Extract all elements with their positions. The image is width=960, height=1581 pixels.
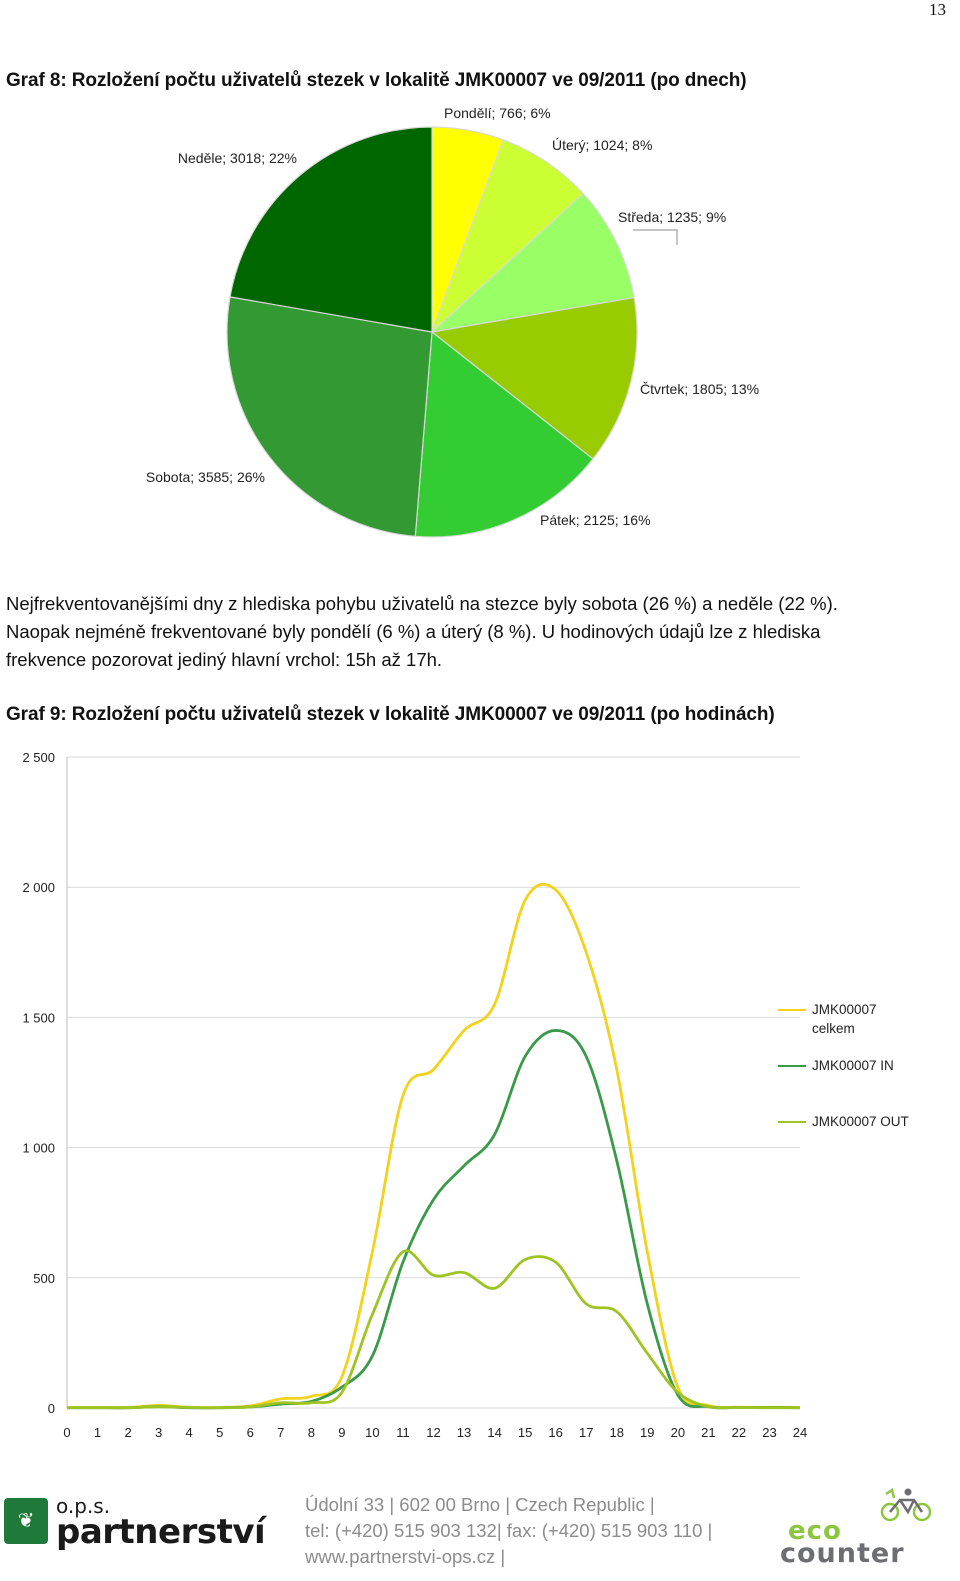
- x-tick-label: 21: [701, 1425, 716, 1440]
- pie-label-0: Pondělí; 766; 6%: [444, 105, 551, 121]
- legend-swatch-out: [778, 1121, 806, 1123]
- x-tick-label: 1: [93, 1425, 102, 1440]
- website-link[interactable]: www.partnerstvi-ops.cz |: [305, 1546, 506, 1567]
- cyclist-icon: [878, 1488, 938, 1522]
- x-tick-label: 24: [792, 1425, 808, 1440]
- logo-name-text: partnerství: [56, 1512, 266, 1552]
- x-tick-label: 10: [365, 1425, 380, 1440]
- counter-text: counter: [780, 1538, 905, 1569]
- pie-leader-line: [633, 230, 677, 245]
- paragraph-line-2: Naopak nejméně frekventované byly pondělí (6 %) a úterý (8 %). U hodinových údajů lze z hlediska: [6, 621, 821, 642]
- page-number: 13: [929, 0, 946, 19]
- x-tick-label: 23: [762, 1425, 777, 1440]
- y-tick-label: 1 000: [22, 1140, 55, 1156]
- address-line-1: Údolní 33 | 602 00 Brno | Czech Republic |: [305, 1494, 655, 1515]
- pie-label-6: Neděle; 3018; 22%: [177, 150, 297, 166]
- pie-label-2: Středa; 1235; 9%: [618, 209, 727, 225]
- pie-label-1: Úterý; 1024; 8%: [552, 137, 653, 153]
- y-tick-label: 2 000: [22, 880, 55, 896]
- x-tick-label: 3: [155, 1425, 163, 1440]
- series-line-2: [67, 1251, 800, 1408]
- page-footer: [0, 1480, 960, 1581]
- x-tick-label: 7: [277, 1425, 285, 1440]
- y-tick-label: 1 500: [22, 1010, 55, 1026]
- x-tick-label: 18: [609, 1425, 624, 1440]
- partnerstvi-badge-icon: ❦: [4, 1498, 48, 1544]
- x-tick-label: 8: [307, 1425, 315, 1440]
- legend-label-in: JMK00007 IN: [812, 1058, 894, 1073]
- legend-item-celkem: [778, 1000, 948, 1056]
- y-tick-label: 0: [47, 1401, 55, 1416]
- legend-label-celkem: JMK00007 celkem: [812, 1002, 877, 1036]
- series-line-0: [67, 884, 800, 1407]
- body-paragraph: [6, 590, 956, 674]
- pie-chart-svg: [0, 100, 960, 560]
- pie-label-5: Sobota; 3585; 26%: [145, 469, 265, 485]
- x-tick-label: 20: [670, 1425, 686, 1440]
- eco-counter-logo: [780, 1488, 950, 1568]
- x-tick-label: 2: [124, 1425, 132, 1440]
- legend-label-out: JMK00007 OUT: [812, 1114, 909, 1129]
- x-tick-label: 11: [396, 1425, 410, 1440]
- address-line-2: tel: (+420) 515 903 132| fax: (+420) 515 903 110 |: [305, 1520, 713, 1541]
- x-tick-label: 14: [487, 1425, 502, 1440]
- x-tick-label: 17: [578, 1425, 594, 1440]
- graph8-title: Graf 8: Rozložení počtu uživatelů stezek v lokalitě JMK00007 ve 09/2011 (po dnech): [6, 70, 747, 91]
- x-tick-label: 19: [640, 1425, 655, 1440]
- x-tick-label: 6: [246, 1425, 254, 1440]
- legend-item-in: [778, 1056, 948, 1112]
- pie-label-4: Pátek; 2125; 16%: [540, 512, 651, 528]
- x-tick-label: 22: [731, 1425, 747, 1440]
- pie-label-3: Čtvrtek; 1805; 13%: [640, 381, 760, 397]
- x-tick-label: 12: [426, 1425, 441, 1440]
- legend-swatch-celkem: [778, 1009, 806, 1011]
- logo-ops-text: o.p.s.: [56, 1494, 111, 1518]
- graph9-title: Graf 9: Rozložení počtu uživatelů stezek v lokalitě JMK00007 ve 09/2011 (po hodinách): [6, 704, 775, 725]
- legend-swatch-in: [778, 1065, 806, 1067]
- pie-slice-5: [227, 297, 432, 536]
- legend-item-out: [778, 1112, 948, 1168]
- y-tick-label: 500: [33, 1270, 55, 1286]
- x-tick-label: 4: [185, 1425, 193, 1440]
- x-tick-label: 5: [216, 1425, 224, 1440]
- eco-text: eco: [788, 1516, 842, 1546]
- x-tick-label: 0: [63, 1425, 71, 1440]
- footer-address: [305, 1492, 712, 1570]
- line-chart-legend: [778, 1000, 948, 1168]
- y-tick-label: 2 500: [22, 750, 55, 765]
- paragraph-line-1: Nejfrekventovanějšími dny z hlediska pohybu uživatelů na stezce byly sobota (26 %) a neděle (22 %).: [6, 593, 838, 614]
- x-tick-label: 9: [338, 1425, 346, 1440]
- paragraph-line-3: frekvence pozorovat jediný hlavní vrchol: 15h až 17h.: [6, 649, 443, 670]
- partnerstvi-logo: [4, 1494, 264, 1564]
- series-line-1: [67, 1030, 800, 1407]
- pie-chart: [0, 100, 960, 560]
- x-tick-label: 15: [517, 1425, 533, 1440]
- x-tick-label: 13: [456, 1425, 472, 1440]
- x-tick-label: 16: [548, 1425, 563, 1440]
